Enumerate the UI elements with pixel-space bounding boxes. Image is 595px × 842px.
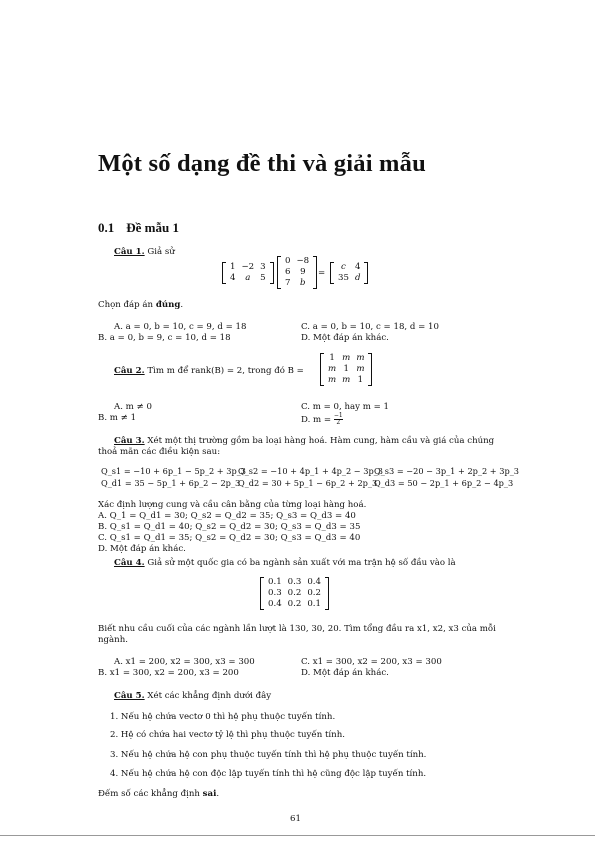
q3-prompt: Câu 3. Xét một thị trường gồm ba loại hàng hoá. Hàm cung, hàm cầu và giá của chúng [114, 436, 495, 446]
matrix-left-bracket [260, 577, 264, 610]
q1-option-a: A. a = 0, b = 10, c = 9, d = 18 [114, 322, 247, 332]
matrix-cell: 0.3 [287, 577, 302, 587]
matrix-cell: 0.4 [307, 577, 322, 587]
matrix-cell: 0.4 [268, 599, 282, 609]
q4-prompt: Câu 4. Giả sử một quốc gia có ba ngành sản xuất với ma trận hệ số đầu vào là [114, 558, 456, 568]
matrix-right-bracket [364, 262, 368, 284]
q2-option-a: A. m ≠ 0 [114, 402, 152, 412]
matrix-cell: m [328, 375, 337, 385]
matrix-cell: 9 [300, 267, 306, 277]
q1-matrix-b [277, 256, 317, 289]
matrix-cell: 0.1 [268, 577, 282, 587]
matrix-left-bracket [277, 256, 281, 289]
matrix-cell: 0.2 [287, 599, 302, 609]
q4-option-c: C. x1 = 300, x2 = 200, x3 = 300 [301, 657, 442, 667]
q4-matrix [260, 577, 329, 610]
q3-option-d: D. Một đáp án khác. [98, 544, 186, 554]
q1-matrix-c [330, 262, 368, 284]
matrix-cell: 3 [260, 262, 266, 272]
q1-text: Giả sử [147, 247, 175, 257]
q4-option-d: D. Một đáp án khác. [301, 668, 389, 678]
section-heading [98, 220, 179, 236]
matrix-cell: 1 [357, 375, 364, 385]
q1-matrix-a [222, 262, 274, 284]
matrix-cell: m [342, 375, 351, 385]
q3-eq-s2: Q_s2 = −10 + 4p_1 + 4p_2 − 3p_3 [238, 466, 384, 476]
matrix-right-bracket [270, 262, 274, 284]
q5-item-2: 2. Hệ có chứa hai vectơ tỷ lệ thì phụ thuộc tuyến tính. [110, 730, 345, 740]
q2-fraction: $\frac{-1}{2}$ [333, 412, 343, 426]
q3-eq-d2: Q_d2 = 30 + 5p_1 − 6p_2 + 2p_3 [238, 478, 378, 488]
q3-eq-d3: Q_d3 = 50 − 2p_1 + 6p_2 − 4p_3 [374, 478, 514, 488]
q2-prompt: Câu 2. Tìm m để rank(B) = 2, trong đó B = [114, 366, 304, 376]
q1-instruction: Chọn đáp án đúng. [98, 300, 184, 310]
q4-option-b: B. x1 = 300, x2 = 200, x3 = 200 [98, 668, 239, 678]
matrix-cell: c [341, 262, 346, 272]
matrix-left-bracket [330, 262, 334, 284]
matrix-cell: 1 [230, 262, 236, 272]
q1-equals: = [318, 268, 326, 278]
matrix-cell: 0 [285, 256, 291, 266]
q3-ask: Xác định lượng cung và cầu cân bằng của từng loại hàng hoá. [98, 500, 367, 510]
q4-text2: Biết nhu cầu cuối của các ngành lần lượt là 130, 30, 20. Tìm tổng đầu ra x1, x2, x3 của mỗi [98, 624, 496, 634]
matrix-cell: 1 [329, 353, 335, 363]
matrix-cell: 0.2 [287, 588, 302, 598]
q4-text3: ngành. [98, 635, 128, 645]
matrix-right-bracket [325, 577, 329, 610]
q3-eq-d1: Q_d1 = 35 − 5p_1 + 6p_2 − 2p_3 [101, 478, 241, 488]
matrix-cell: d [354, 273, 361, 283]
matrix-cell: −2 [241, 262, 255, 272]
q2-option-d: D. m = $\frac{-1}{2}$ [301, 412, 343, 426]
q5-prompt: Câu 5. Xét các khẳng định dưới đây [114, 691, 272, 701]
q1-option-d: D. Một đáp án khác. [301, 333, 389, 343]
matrix-cell: 6 [285, 267, 291, 277]
matrix-cell: m [356, 364, 365, 374]
q5-item-3: 3. Nếu hệ chứa hệ con phụ thuộc tuyến tính thì hệ phụ thuộc tuyến tính. [110, 750, 427, 760]
page-number: 61 [290, 814, 301, 824]
matrix-right-bracket [368, 353, 372, 386]
section-title: Đề mẫu 1 [126, 220, 179, 235]
q3-eq-s1: Q_s1 = −10 + 6p_1 − 5p_2 + 3p_3 [101, 466, 247, 476]
q4-option-a: A. x1 = 200, x2 = 300, x3 = 300 [114, 657, 255, 667]
matrix-cell: −8 [296, 256, 310, 266]
matrix-cell: b [300, 278, 306, 288]
q3-eq-s3: Q_s3 = −20 − 3p_1 + 2p_2 + 3p_3 [374, 466, 520, 476]
q2-option-c: C. m = 0, hay m = 1 [301, 402, 390, 412]
section-number: 0.1 [98, 220, 115, 235]
q3-option-c: C. Q_s1 = Q_d1 = 35; Q_s2 = Q_d2 = 30; Q_s3 = Q_d3 = 40 [98, 533, 361, 543]
matrix-left-bracket [320, 353, 324, 386]
q2-option-b: B. m ≠ 1 [98, 413, 137, 423]
matrix-cell: a [245, 273, 251, 283]
matrix-left-bracket [222, 262, 226, 284]
footer-divider [0, 835, 595, 836]
matrix-cell: 7 [285, 278, 291, 288]
matrix-cell: 4 [354, 262, 361, 272]
matrix-cell: 0.3 [268, 588, 282, 598]
matrix-cell: 5 [260, 273, 266, 283]
q3-option-a: A. Q_1 = Q_d1 = 30; Q_s2 = Q_d2 = 35; Q_s3 = Q_d3 = 40 [98, 511, 356, 521]
q1-option-b: B. a = 0, b = 9, c = 10, d = 18 [98, 333, 231, 343]
q1-label: Câu 1. [114, 247, 145, 257]
q1-prompt [114, 247, 175, 258]
q5-item-1: 1. Nếu hệ chứa vectơ 0 thì hệ phụ thuộc tuyến tính. [110, 712, 336, 722]
matrix-cell: m [342, 353, 351, 363]
matrix-cell: 1 [343, 364, 349, 374]
q5-item-4: 4. Nếu hệ chứa hệ con độc lập tuyến tính thì hệ cũng độc lập tuyến tính. [110, 769, 427, 779]
q3-prompt-cont: thoả mãn các điều kiện sau: [98, 447, 221, 457]
q3-option-b: B. Q_s1 = Q_d1 = 40; Q_s2 = Q_d2 = 30; Q_s3 = Q_d3 = 35 [98, 522, 361, 532]
matrix-cell: 35 [338, 273, 349, 283]
matrix-cell: 4 [230, 273, 236, 283]
q1-option-c: C. a = 0, b = 10, c = 18, d = 10 [301, 322, 439, 332]
chapter-title: Một số dạng đề thi và giải mẫu [98, 150, 426, 177]
q5-count: Đếm số các khẳng định sai. [98, 789, 220, 799]
matrix-cell: m [328, 364, 337, 374]
matrix-cell: 0.2 [307, 588, 322, 598]
q2-matrix [320, 353, 372, 386]
matrix-cell: 0.1 [307, 599, 322, 609]
matrix-cell: m [356, 353, 365, 363]
matrix-right-bracket [313, 256, 317, 289]
